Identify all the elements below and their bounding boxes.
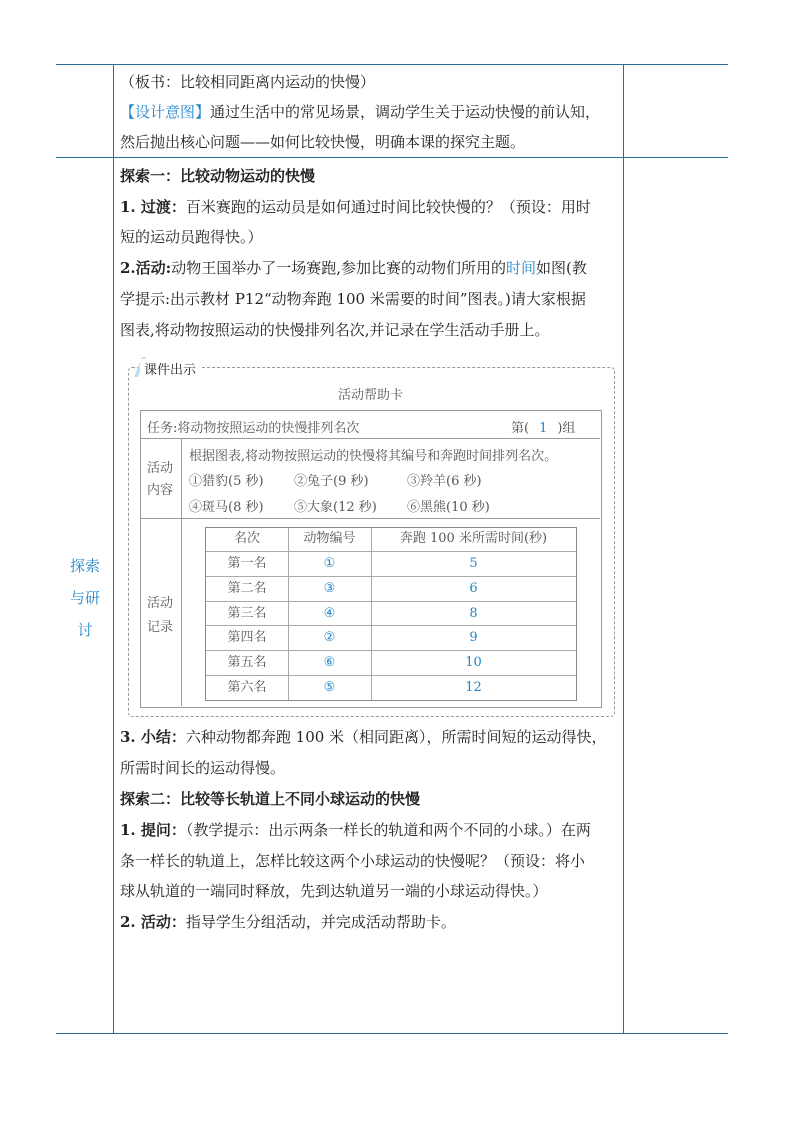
time-cell: 12: [465, 680, 482, 695]
content-label-line: 内容: [147, 483, 174, 498]
content-label-line: 活动: [147, 461, 174, 476]
rank-cell: 第一名: [227, 556, 267, 571]
table-row: [206, 601, 576, 626]
animal-no-cell: ③: [323, 581, 336, 596]
table-bottom-rule: [56, 1033, 728, 1034]
content-label: [147, 458, 173, 502]
animal-item: ⑥黑熊(10 秒): [407, 500, 490, 515]
table-row: [206, 576, 576, 601]
design-intent-tag: 【设计意图】: [120, 103, 211, 121]
content-row-divider: [140, 518, 600, 519]
activity-line-2: 学提示:出示教材 P12“动物奔跑 100 米需要的时间”图表。)请大家根据: [120, 290, 586, 308]
table-top-rule: [56, 64, 728, 65]
transition-line-1: [120, 197, 591, 217]
design-intent-text: 通过生活中的常见场景，调动学生关于运动快慢的前认知，: [210, 103, 601, 121]
time-cell: 10: [465, 655, 482, 670]
question-label: 1. 提问：: [120, 821, 186, 839]
animal-no-cell: ⑥: [323, 655, 336, 670]
record-label: [147, 592, 173, 640]
time-cell: 6: [469, 581, 478, 596]
explore-1-title: 探索一：比较动物运动的快慢: [120, 167, 316, 185]
section-label-line: 与研: [69, 589, 100, 607]
task-label: 任务:: [147, 421, 178, 436]
summary-line-2: 所需时间长的运动得慢。: [120, 759, 286, 777]
activity-line-1: [120, 258, 587, 278]
courseware-tag: 课件出示: [140, 359, 200, 378]
task-row: [147, 417, 359, 436]
label-column-divider: [181, 438, 182, 706]
explore-2-title: 探索二：比较等长轨道上不同小球运动的快慢: [120, 790, 421, 808]
summary-label: 3. 小结：: [120, 728, 186, 746]
animal-item: ④斑马(8 秒): [189, 500, 264, 515]
design-intent-line-1: [120, 102, 600, 122]
activity-2-line: [120, 912, 456, 932]
summary-text: 六种动物都奔跑 100 米（相同距离），所需时间短的运动得快，: [185, 728, 607, 746]
time-cell: 8: [469, 606, 478, 621]
activity-text: 如图(教: [536, 259, 587, 277]
animal-no-cell: ①: [323, 556, 336, 571]
activity-text: 动物王国举办了一场赛跑,参加比赛的动物们所用的: [171, 259, 506, 277]
activity-line-3: 图表,将动物按照运动的快慢排列名次,并记录在学生活动手册上。: [120, 321, 550, 339]
group-prefix: 第(: [511, 421, 530, 436]
table-header-row: [206, 527, 576, 551]
question-line-1: [120, 820, 591, 840]
header-cell: 名次: [233, 531, 260, 546]
section-label-line: 探索: [69, 557, 100, 575]
question-text: （教学提示：出示两条一样长的轨道和两个不同的小球。）在两: [185, 821, 591, 839]
table-row: [206, 551, 576, 576]
content-intro: 根据图表,将动物按照运动的快慢将其编号和奔跑时间排列名次。: [189, 449, 558, 464]
group-number: [511, 417, 575, 436]
question-line-2: 条一样长的轨道上，怎样比较这两个小球运动的快慢呢？（预设：将小: [120, 852, 586, 870]
rank-cell: 第二名: [227, 581, 267, 596]
board-note: （板书：比较相同距离内运动的快慢）: [120, 73, 376, 91]
transition-label: 1. 过渡：: [120, 198, 186, 216]
section-label-line: 讨: [77, 621, 93, 639]
header-cell: 奔跑 100 米所需时间(秒): [399, 531, 548, 546]
animal-item: ①猎豹(5 秒): [189, 474, 264, 489]
table-row: [206, 625, 576, 650]
column-divider-left: [113, 64, 114, 1033]
time-cell: 9: [469, 630, 478, 645]
rank-cell: 第六名: [227, 680, 267, 695]
animal-no-cell: ⑤: [323, 680, 336, 695]
summary-line-1: [120, 727, 607, 747]
rank-cell: 第五名: [227, 655, 267, 670]
transition-line-2: 短的运动员跑得快。）: [120, 228, 263, 246]
group-suffix: )组: [557, 421, 576, 436]
section-label: [60, 550, 110, 646]
task-row-divider: [140, 438, 600, 439]
column-divider-right: [623, 64, 624, 1033]
time-cell: 5: [469, 556, 478, 571]
activity-label: 2.活动:: [120, 259, 172, 277]
animal-item: ⑤大象(12 秒): [294, 500, 377, 515]
animal-no-cell: ②: [323, 630, 336, 645]
task-text: 将动物按照运动的快慢排列名次: [177, 421, 360, 436]
record-label-line: 记录: [147, 620, 174, 635]
activity-2-label: 2. 活动：: [120, 913, 186, 931]
header-cell: 动物编号: [303, 531, 356, 546]
highlight-time: 时间: [505, 259, 536, 277]
activity-2-text: 指导学生分组活动，并完成活动帮助卡。: [185, 913, 456, 931]
animal-item: ③羚羊(6 秒): [407, 474, 482, 489]
design-intent-line-2: 然后抛出核心问题——如何比较快慢，明确本课的探究主题。: [120, 133, 526, 151]
table-row: [206, 675, 576, 700]
row-divider: [56, 157, 728, 158]
animal-no-cell: ④: [323, 606, 336, 621]
transition-text: 百米赛跑的运动员是如何通过时间比较快慢的？（预设：用时: [185, 198, 591, 216]
table-row: [206, 650, 576, 675]
record-table: [205, 527, 577, 701]
record-label-line: 活动: [147, 596, 174, 611]
animal-item: ②兔子(9 秒): [294, 474, 369, 489]
question-line-3: 球从轨道的一端同时释放，先到达轨道另一端的小球运动得快。）: [120, 882, 548, 900]
help-card-title: 活动帮助卡: [337, 388, 403, 403]
rank-cell: 第四名: [227, 630, 267, 645]
group-no: 1: [539, 421, 548, 436]
rank-cell: 第三名: [227, 606, 267, 621]
